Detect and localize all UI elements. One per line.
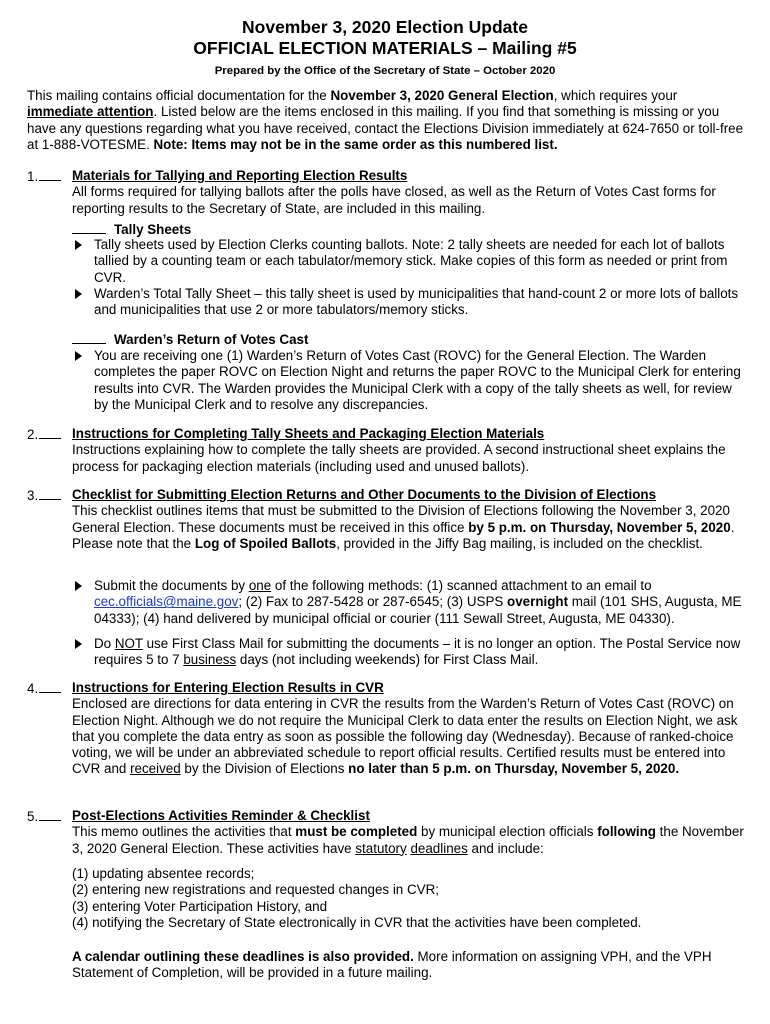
- item-4-number: 4.: [27, 680, 61, 697]
- item-2-number: 2.: [27, 426, 61, 443]
- item-3-bullet-1: Submit the documents by one of the following methods: (1) scanned attachment to an email to cec.officials@maine.gov; (2) Fax to 287-5428 or 287-6545; (3) USPS overnight mail (101 SHS, Augusta, ME 04333); (4) hand delivered by municipal official or courier (111 Sewall Street, Augusta, ME 04330).: [72, 578, 744, 627]
- arrow-bullet-icon: [75, 639, 82, 649]
- item-5-final-note: A calendar outlining these deadlines is also provided. More information on assigning VPH, and the VPH Statement of Completion, will be provided in a future mailing.: [72, 949, 712, 981]
- item-3-heading: Checklist for Submitting Election Returns and Other Documents to the Division of Elections: [72, 487, 657, 502]
- item-5-number: 5.: [27, 808, 61, 825]
- checkbox-blank: [72, 331, 106, 344]
- item-4-heading: Instructions for Entering Election Results in CVR: [72, 680, 384, 695]
- item-1-body: All forms required for tallying ballots after the polls have closed, as well as the Return of Votes Cast forms for reporting results to the Secretary of State, are included in this mailing.: [72, 184, 716, 216]
- list-item: (2) entering new registrations and requested changes in CVR;: [72, 882, 439, 898]
- prepared-by: Prepared by the Office of the Secretary of State – October 2020: [214, 65, 556, 77]
- item-1-number: 1.: [27, 168, 61, 185]
- item-4-body: Enclosed are directions for data entering in CVR the results from the Warden’s Return of Votes Cast (ROVC) on Election Night. Although we do not require the Municipal Clerk to data enter the results on Election Night, we ask that you complete the data entry as soon as possible the following day (Wednesday). Because of ranked-choice voting, we will be under an abbreviated schedule to report official results. Certified results must be entered into CVR and received by the Division of Elections no later than 5 p.m. on Thursday, November 5, 2020.: [72, 696, 738, 777]
- wardens-return-bullet-1: You are receiving one (1) Warden’s Return of Votes Cast (ROVC) for the General Election. The Warden completes the paper ROVC on Election Night and returns the paper ROVC to the Municipal Clerk for entering results into CVR. The Warden provides the Municipal Clerk with a copy of the tally sheets as well, for review by the Municipal Clerk and to resolve any discrepancies.: [72, 348, 744, 413]
- checkbox-blank: [72, 221, 106, 234]
- item-2-heading: Instructions for Completing Tally Sheets and Packaging Election Materials: [72, 426, 545, 441]
- tally-sheets-bullet-2: Warden’s Total Tally Sheet – this tally sheet is used by municipalities that hand-count 2 or more lots of ballots and municipalities that use 2 or more tabulators/memory sticks.: [72, 286, 744, 319]
- arrow-bullet-icon: [75, 240, 82, 250]
- tally-sheets-bullet-1: Tally sheets used by Election Clerks counting ballots. Note: 2 tally sheets are needed for each lot of ballots tallied by a counting team or each tabulator/memory stick. Make copies of this form as needed or print from CVR.: [72, 237, 744, 286]
- item-3-number: 3.: [27, 487, 61, 504]
- item-5: [72, 808, 744, 857]
- list-item: (4) notifying the Secretary of State electronically in CVR that the activities have been completed.: [72, 914, 642, 930]
- item-5-body: This memo outlines the activities that must be completed by municipal election officials following the November 3, 2020 General Election. These activities have statutory deadlines and include:: [72, 824, 744, 856]
- item-1-heading: Materials for Tallying and Reporting Election Results: [72, 168, 408, 183]
- item-2: [72, 426, 744, 475]
- email-link[interactable]: cec.officials@maine.gov: [94, 594, 239, 610]
- item-1: [72, 168, 744, 217]
- list-item: (3) entering Voter Participation History, and: [72, 898, 328, 914]
- arrow-bullet-icon: [75, 289, 82, 299]
- item-2-body: Instructions explaining how to complete the tally sheets are provided. A second instructional sheet explains the process for packaging election materials (including used and unused ballots).: [72, 442, 726, 474]
- item-3-body: This checklist outlines items that must be submitted to the Division of Elections following the November 3, 2020 General Election. These documents must be received in this office by 5 p.m. on Thursday, November 5, 2020. Please note that the Log of Spoiled Ballots, provided in the Jiffy Bag mailing, is included on the checklist.: [72, 503, 735, 551]
- title-line-1: November 3, 2020 Election Update: [242, 17, 528, 37]
- item-5-activity-list: [72, 866, 744, 931]
- arrow-bullet-icon: [75, 351, 82, 361]
- item-4: [72, 680, 744, 778]
- wardens-return-subheading: Warden’s Return of Votes Cast: [72, 331, 308, 348]
- arrow-bullet-icon: [75, 581, 82, 591]
- item-3: [72, 487, 744, 552]
- title-line-2: OFFICIAL ELECTION MATERIALS – Mailing #5: [193, 38, 577, 58]
- item-5-heading: Post-Elections Activities Reminder & Checklist: [72, 808, 370, 823]
- item-3-bullet-2: Do NOT use First Class Mail for submitting the documents – it is no longer an option. The Postal Service now requires 5 to 7 business days (not including weekends) for First Class Mail.: [72, 636, 744, 669]
- list-item: (1) updating absentee records;: [72, 866, 255, 881]
- tally-sheets-subheading: Tally Sheets: [72, 221, 191, 238]
- intro-paragraph: This mailing contains official documentation for the November 3, 2020 General Election, which requires your immediate attention. Listed below are the items enclosed in this mailing. If you find that something is missing or you have any questions regarding what you have received, contact the Elections Division immediately at 624-7650 or toll-free at 1-888-VOTESME. Note: Items may not be in the same order as this numbered list.: [27, 88, 744, 152]
